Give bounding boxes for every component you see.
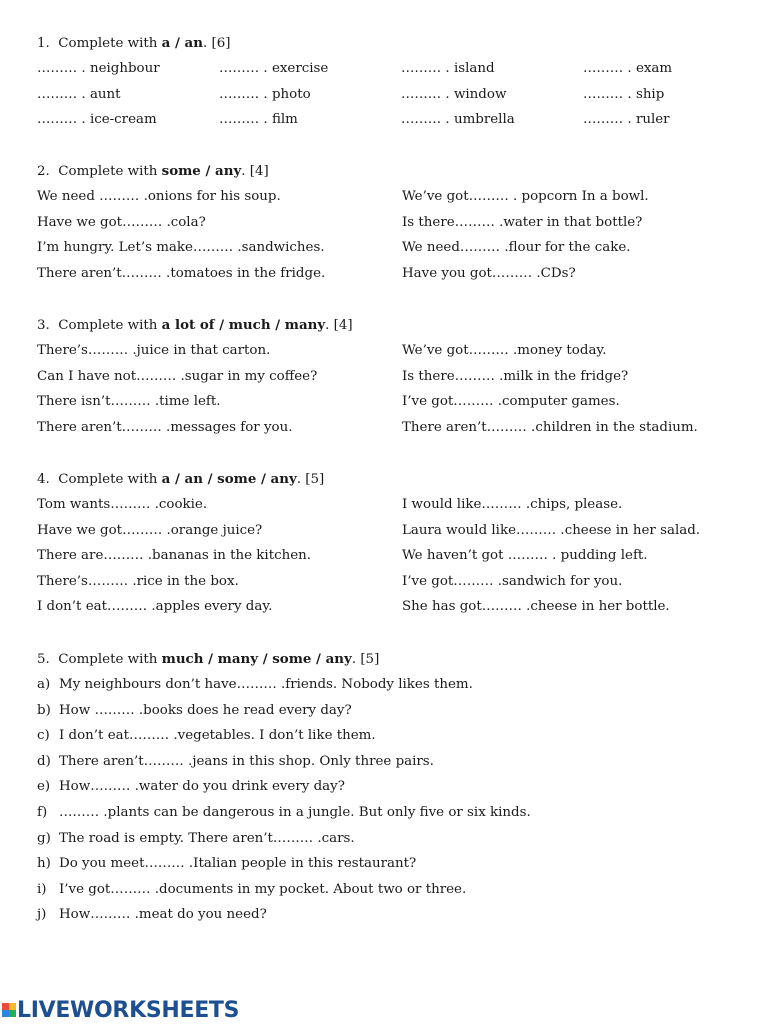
- list-item: [37, 800, 737, 826]
- sentence: There’s……… .rice in the box.: [37, 573, 239, 589]
- fill-item: ……… . exercise: [219, 61, 329, 76]
- sentence: There aren’t……… .children in the stadium.: [402, 419, 698, 435]
- section-4-row: [37, 492, 737, 518]
- fill-item: ……… . umbrella: [401, 112, 515, 128]
- liveworksheets-logo[interactable]: [0, 996, 239, 1024]
- sentence: She has got……… .cheese in her bottle.: [402, 599, 670, 615]
- section-2-row: [37, 184, 737, 210]
- sentence: We haven’t got ……… . pudding left.: [402, 548, 648, 564]
- logo-text: LIVEWORKSHEETS: [17, 997, 240, 1023]
- sentence: Have we got……… .orange juice?: [37, 522, 263, 538]
- section-2-row: [37, 261, 737, 287]
- fill-item: ……… . exam: [583, 61, 673, 76]
- list-item: [37, 774, 737, 800]
- section-2-row: [37, 210, 737, 236]
- sentence: I’ve got……… .sandwich for you.: [402, 573, 623, 589]
- item-text: How ……… .books does he read every day?: [59, 702, 352, 718]
- section-2: [37, 159, 737, 286]
- section-5-title: 5. Complete with much / many / some / any. [5]: [37, 651, 380, 667]
- section-1: [37, 31, 737, 133]
- list-item: [37, 672, 737, 698]
- item-letter: b): [37, 702, 51, 718]
- item-text: I don’t eat……… .vegetables. I don’t like them.: [59, 728, 376, 744]
- fill-item: ……… . island: [401, 61, 495, 76]
- sentence: There’s……… .juice in that carton.: [37, 343, 271, 358]
- fill-item: ……… . neighbour: [37, 61, 160, 76]
- section-4-row: [37, 594, 737, 620]
- item-text: My neighbours don’t have……… .friends. Nobody likes them.: [59, 677, 473, 692]
- fill-item: ……… . ruler: [583, 112, 670, 128]
- sentence: We need ……… .onions for his soup.: [37, 189, 281, 204]
- sentence: Tom wants……… .cookie.: [37, 497, 208, 512]
- logo-square: [2, 1010, 9, 1017]
- item-text: How……… .meat do you need?: [59, 907, 267, 923]
- logo-square: [2, 1003, 9, 1010]
- sentence: We’ve got……… .money today.: [402, 343, 607, 358]
- sentence: I would like……… .chips, please.: [402, 497, 623, 512]
- fill-item: ……… . ship: [583, 86, 665, 102]
- item-text: ……… .plants can be dangerous in a jungle. But only five or six kinds.: [59, 804, 531, 820]
- section-3-row: [37, 364, 737, 390]
- section-4-row: [37, 518, 737, 544]
- item-letter: i): [37, 881, 47, 897]
- section-3-title: 3. Complete with a lot of / much / many. [4]: [37, 317, 353, 333]
- sentence: Laura would like……… .cheese in her salad.: [402, 522, 701, 538]
- fill-item: ……… . film: [219, 112, 298, 128]
- list-item: [37, 698, 737, 724]
- item-letter: e): [37, 779, 51, 795]
- sentence: I’ve got……… .computer games.: [402, 394, 620, 410]
- sentence: Is there……… .milk in the fridge?: [402, 368, 629, 384]
- section-2-row: [37, 235, 737, 261]
- sentence: Have you got……… .CDs?: [402, 265, 576, 281]
- item-text: I’ve got……… .documents in my pocket. About two or three.: [59, 881, 467, 897]
- sentence: I don’t eat……… .apples every day.: [37, 599, 273, 615]
- item-letter: h): [37, 856, 51, 872]
- section-4-row: [37, 543, 737, 569]
- item-letter: f): [37, 804, 48, 820]
- item-letter: g): [37, 830, 51, 846]
- logo-grid-icon: [2, 1003, 16, 1017]
- fill-item: ……… . ice-cream: [37, 112, 157, 128]
- fill-item: ……… . aunt: [37, 86, 121, 102]
- fill-item: ……… . photo: [219, 86, 311, 102]
- list-item: [37, 851, 737, 877]
- sentence: We need……… .flour for the cake.: [402, 240, 631, 256]
- section-3-row: [37, 338, 737, 364]
- section-3-row: [37, 389, 737, 415]
- sentence: There aren’t……… .messages for you.: [37, 419, 293, 435]
- section-4-title: 4. Complete with a / an / some / any. [5]: [37, 471, 325, 487]
- section-1-row: [37, 82, 737, 108]
- item-text: Do you meet……… .Italian people in this restaurant?: [59, 856, 417, 872]
- sentence: We’ve got……… . popcorn In a bowl.: [402, 189, 649, 204]
- section-1-title: 1. Complete with a / an. [6]: [37, 35, 231, 51]
- sentence: There isn’t……… .time left.: [37, 394, 221, 410]
- fill-item: ……… . window: [401, 86, 507, 102]
- sentence: I’m hungry. Let’s make……… .sandwiches.: [37, 240, 325, 256]
- section-4-row: [37, 569, 737, 595]
- sentence: Is there……… .water in that bottle?: [402, 214, 643, 230]
- section-5: [37, 647, 737, 928]
- logo-square: [9, 1010, 16, 1017]
- list-item: [37, 723, 737, 749]
- sentence: There aren’t……… .tomatoes in the fridge.: [37, 265, 326, 281]
- list-item: [37, 826, 737, 852]
- sentence: Have we got……… .cola?: [37, 214, 206, 230]
- item-letter: c): [37, 728, 50, 744]
- section-1-row: [37, 56, 737, 82]
- item-letter: a): [37, 677, 51, 692]
- item-text: There aren’t……… .jeans in this shop. Only three pairs.: [59, 753, 434, 769]
- item-letter: j): [37, 907, 47, 923]
- item-letter: d): [37, 753, 51, 769]
- section-2-title: 2. Complete with some / any. [4]: [37, 163, 269, 179]
- item-text: The road is empty. There aren’t……… .cars.: [59, 830, 355, 846]
- section-1-row: [37, 107, 737, 133]
- list-item: [37, 749, 737, 775]
- sentence: Can I have not……… .sugar in my coffee?: [37, 368, 318, 384]
- item-text: How……… .water do you drink every day?: [59, 779, 345, 795]
- logo-square: [9, 1003, 16, 1010]
- section-4: [37, 467, 737, 620]
- list-item: [37, 877, 737, 903]
- section-3: [37, 313, 737, 440]
- list-item: [37, 902, 737, 928]
- sentence: There are……… .bananas in the kitchen.: [37, 548, 312, 564]
- section-3-row: [37, 415, 737, 441]
